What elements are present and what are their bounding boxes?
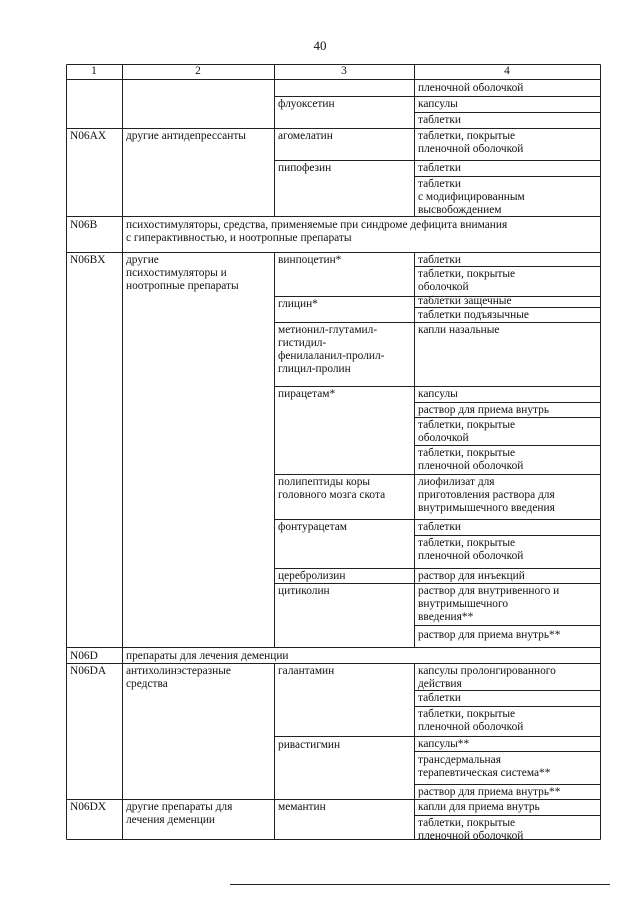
atc-group-cell: психостимуляторы, средства, применяемые при синдроме дефицита внимания с гиперактивностью, и ноотропные препараты: [126, 219, 508, 244]
dosage-form-cell: таблетки защечные: [418, 295, 512, 307]
drug-name-cell: агомелатин: [278, 130, 333, 142]
dosage-form-cell: капсулы пролонгированного действия: [418, 665, 556, 690]
dosage-form-cell: раствор для приема внутрь: [418, 404, 550, 416]
dosage-form-cell: таблетки: [418, 521, 462, 533]
dosage-form-cell: раствор для приема внутрь**: [418, 786, 561, 798]
dosage-form-cell: таблетки, покрытые пленочной оболочкой: [418, 447, 524, 472]
drug-name-cell: фонтурацетам: [278, 521, 347, 533]
dosage-form-cell: капсулы: [418, 388, 458, 400]
column-header-3: 3: [341, 65, 347, 77]
atc-code-cell: N06BX: [70, 254, 106, 266]
column-header-4: 4: [504, 65, 510, 77]
dosage-form-cell: таблетки подъязычные: [418, 309, 529, 321]
drug-name-cell: мемантин: [278, 801, 326, 813]
atc-code-cell: N06D: [70, 650, 98, 662]
footer-rule: [230, 884, 610, 885]
column-header-1: 1: [91, 65, 97, 77]
page-number: 40: [313, 38, 327, 53]
drug-name-cell: пипофезин: [278, 162, 332, 174]
drug-name-cell: пирацетам*: [278, 388, 336, 400]
drug-name-cell: галантамин: [278, 665, 335, 677]
column-header-2: 2: [195, 65, 201, 77]
dosage-form-cell: капсулы: [418, 98, 458, 110]
dosage-form-cell: капли назальные: [418, 324, 500, 336]
dosage-form-cell: таблетки: [418, 114, 462, 126]
dosage-form-cell: таблетки: [418, 692, 462, 704]
atc-code-cell: N06DX: [70, 801, 107, 813]
dosage-form-cell: раствор для инъекций: [418, 570, 525, 582]
dosage-form-cell: таблетки, покрытые оболочкой: [418, 419, 516, 444]
dosage-form-cell: пленочной оболочкой: [418, 82, 524, 94]
dosage-form-cell: таблетки с модифицированным высвобождением: [418, 178, 525, 216]
drug-name-cell: винпоцетин*: [278, 254, 342, 266]
dosage-form-cell: таблетки, покрытые пленочной оболочкой: [418, 708, 524, 733]
atc-code-cell: N06AX: [70, 130, 107, 142]
dosage-form-cell: капсулы**: [418, 738, 470, 750]
dosage-form-cell: таблетки, покрытые пленочной оболочкой: [418, 130, 524, 155]
drug-name-cell: церебролизин: [278, 570, 346, 582]
dosage-form-cell: таблетки: [418, 162, 462, 174]
drug-name-cell: ривастигмин: [278, 739, 341, 751]
atc-code-cell: N06B: [70, 219, 98, 231]
atc-group-cell: препараты для лечения деменции: [126, 650, 289, 662]
drug-classification-table: [66, 64, 601, 840]
dosage-form-cell: раствор для внутривенного и внутримышечного введения**: [418, 585, 560, 623]
atc-group-cell: другие антидепрессанты: [126, 130, 246, 142]
atc-group-cell: другие психостимуляторы и ноотропные препараты: [126, 254, 239, 292]
dosage-form-cell: таблетки, покрытые пленочной оболочкой: [418, 537, 524, 562]
drug-name-cell: метионил-глутамил- гистидил- фенилаланил-пролил- глицил-пролин: [278, 324, 385, 375]
atc-group-cell: антихолинэстеразные средства: [126, 665, 231, 690]
dosage-form-cell: таблетки, покрытые пленочной оболочкой: [418, 817, 524, 842]
drug-name-cell: глицин*: [278, 298, 318, 310]
dosage-form-cell: раствор для приема внутрь**: [418, 629, 561, 641]
dosage-form-cell: таблетки, покрытые оболочкой: [418, 268, 516, 293]
atc-code-cell: N06DA: [70, 665, 107, 677]
drug-name-cell: полипептиды коры головного мозга скота: [278, 476, 386, 501]
dosage-form-cell: капли для приема внутрь: [418, 801, 540, 813]
dosage-form-cell: трансдермальная терапевтическая система**: [418, 754, 551, 779]
dosage-form-cell: лиофилизат для приготовления раствора для внутримышечного введения: [418, 476, 555, 514]
drug-name-cell: цитиколин: [278, 585, 330, 597]
atc-group-cell: другие препараты для лечения деменции: [126, 801, 233, 826]
dosage-form-cell: таблетки: [418, 254, 462, 266]
drug-name-cell: флуоксетин: [278, 98, 335, 110]
